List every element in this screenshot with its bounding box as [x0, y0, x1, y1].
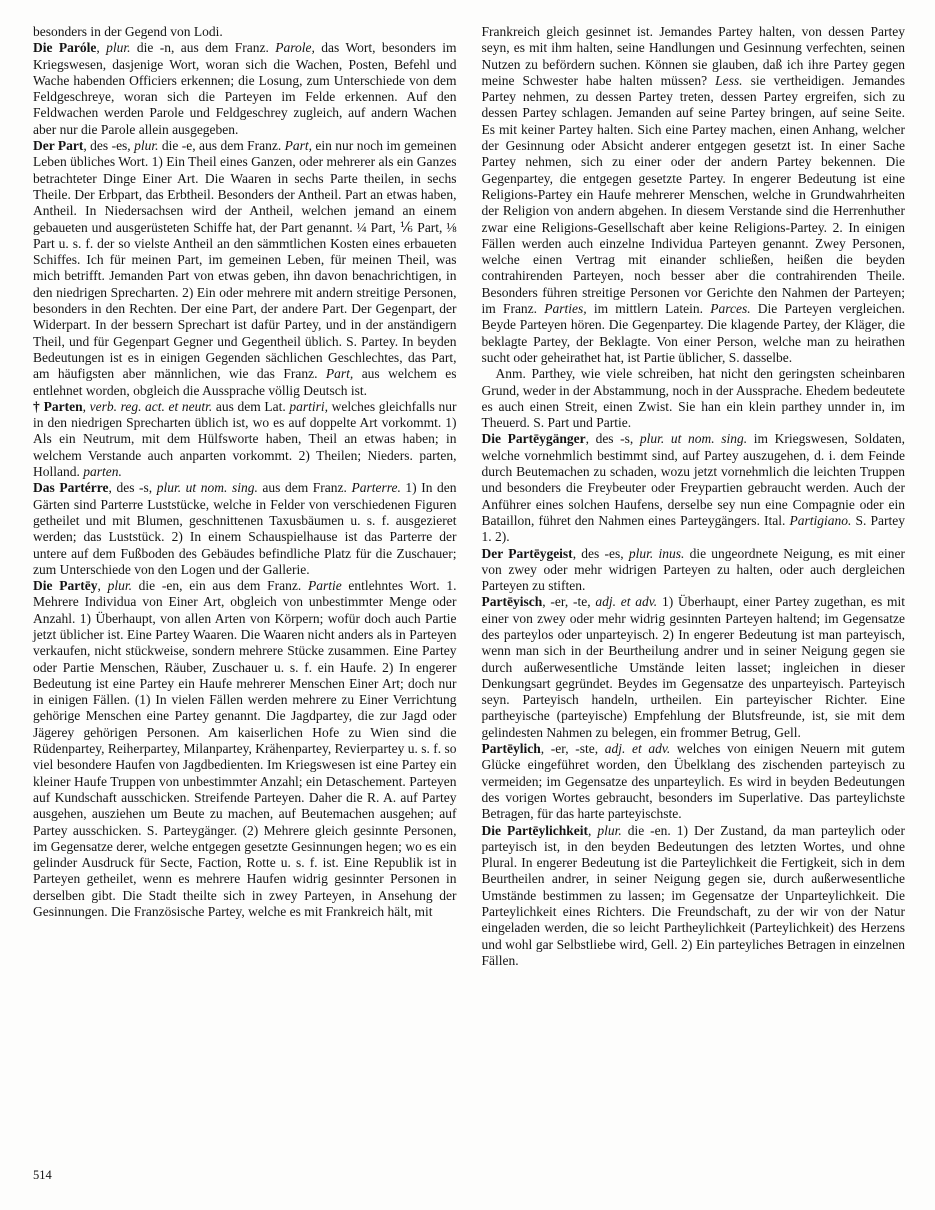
grammar-label: partiri, — [289, 398, 328, 414]
body-text: besonders in der Gegend von Lodi. — [33, 24, 223, 39]
body-text: , -er, -ste, — [540, 741, 605, 757]
body-text: die -en. 1) Der Zustand, da man parteylich oder parteyisch ist, in den beyden Bedeutungen des letzten Wortes, und ohne Plural. In engerer Bedeutung ist die Parteylichkeit die Fertigkeit, sich in dem Beurtheilen andrer, in seiner Neigung gegen sie, durch außerwesentliche Umstände bestimmen zu lassen; im Gegensatze der Unparteylichkeit. Die Parteylichkeit eines Richters. Die Freundschaft, zu der wir von der Natur eingeladen werden, die so leicht Partheylichkeit (Parteylichkeit) des Herzens und wohl gar Selbstliebe wird, Gell. 2) Ein parteyliches Betragen in einzelnen Fällen. — [481, 822, 906, 968]
body-text: , — [587, 822, 598, 838]
grammar-label: Parole, — [275, 40, 315, 56]
headword: Das Partérre — [33, 480, 109, 496]
headword: Partēyisch — [481, 594, 543, 610]
body-text: ein nur noch im gemeinen Leben übliches Wort. 1) Ein Theil eines Ganzen, oder mehrerer als ein Ganzes betrachteter Dinge Einer Art. Die Waaren in sechs Parte theilen, in sechs Theile. Der Erbpart, das Erbtheil. Besonders der Antheil. Part an etwas haben, Antheil. In Niedersachsen wird der Antheil, welchen jemand an einem gebaueten und ausgerüsteten Schiffe hat, der Part genannt. ¼ Part, ⅙ Part, ⅛ Part u. s. f. der so vielste Antheil an den sämmtlichen Kosten eines erbaueten Schiffes. Ich für meinen Part, im gemeinen Leben, für meinen Theil, was mich betrifft. Jemanden Part von etwas geben, ihn davon benachrichtigen, in den niedrigen Sprecharten. 2) Ein oder mehrere mit andern streitige Personen, besonders in den Rechten. Der eine Part, der andere Part. Der Gegenpart, der Widerpart. In der bessern Sprechart ist dafür Partey, und in der anständigern Theil, und für Gegenpart Gegner und Gegentheil üblich. S. Partey. In beyden Bedeutungen ist es in einigen Gegenden sächlichen Geschlechtes, das Part, am häufigsten aber männlichen, wie das Franz. — [33, 138, 457, 382]
entry-parteyisch — [482, 594, 906, 741]
entry-parten — [33, 399, 457, 480]
grammar-label: plur. inus. — [628, 545, 685, 561]
headword: Die Partēylichkeit — [481, 822, 588, 838]
body-text: die -en, ein aus dem Franz. — [131, 578, 308, 594]
body-text: welches gleichfalls nur in den niedrigen Sprecharten üblich ist, wo es auf doppelte Art vorkommt. 1) Als ein Neutrum, mit dem Hülfsworte haben, Theil an etwas haben; in welchem Verstande auch anparten vorkommt. 2) Theilen; Nieders. parten, Holland. — [33, 398, 457, 480]
body-text: aus dem Franz. — [257, 480, 352, 496]
grammar-label: plur. — [134, 138, 159, 154]
headword: Die Partēygänger — [481, 431, 586, 447]
entry-parteygeist — [482, 546, 906, 595]
headword: Der Part — [33, 138, 84, 154]
body-text: , — [82, 398, 90, 414]
right-column — [482, 24, 906, 969]
left-column — [33, 24, 457, 969]
continuation-top-left — [33, 24, 457, 40]
body-text: aus welchem es entlehnet worden, obgleich die Aussprache völlig Deutsch ist. — [33, 366, 457, 398]
body-text: sie vertheidigen. Jemandes Partey nehmen, zu dessen Partey treten, dessen Partey ergreifen, sich zu dessen Partey schlagen. Jemanden auf seine Partey bringen, auf seine Seite. Es mit keiner Partey halten. Sich eine Partey machen, einen Anhang, welcher der Gesinnung oder Absicht anderer entgegen gesetzt ist. In einer Sache Partey nehmen, sich zu einer oder der andern Partey bekennen. Die Gegenpartey, die entgegen gesetzte Partey. In engerer Bedeutung ist eine Religions-Partey ein Haufe mehrerer Menschen, welche in Grundwahrheiten der Religion von andern abgehen. In diesem Verstande sind die Herrenhuther zwar eine Religions-Gesellschaft aber keine Religions-Partey. 2. In einigen Fällen werden auch einzelne Individua Parteyen genannt. Zwey Personen, welche einen Vertrag mit einander schließen, heißen die beyden contrahirenden Parteyen, noch besser aber die contrahirenden Theile. Besonders führen streitige Personen vor Gerichte den Nahmen der Parteyen; im Franz. — [481, 72, 905, 317]
entry-parole — [33, 40, 457, 138]
grammar-label: plur. ut nom. sing. — [156, 480, 258, 496]
body-text: aus dem Lat. — [212, 398, 290, 414]
grammar-label: Parces. — [710, 301, 751, 317]
grammar-label: verb. reg. act. et neutr. — [89, 398, 213, 414]
body-text: die -n, aus dem Franz. — [130, 40, 276, 56]
grammar-label: plur. ut nom. sing. — [639, 431, 748, 447]
entry-parteygaenger — [482, 431, 906, 545]
body-text: , des -es, — [83, 138, 135, 154]
entry-partey — [33, 578, 457, 920]
grammar-label: Part, — [284, 138, 312, 154]
page-number: 514 — [33, 1168, 52, 1182]
grammar-label: adj. et adv. — [604, 741, 671, 757]
body-text: welches von einigen Neuern mit gutem Glücke eingeführet worden, den Übelklang des zischenden parteyisch zu vermeiden; im Gegensatze des unparteylich. Es wird in beyden Bedeutungen des vorigen Wortes gebraucht, besonders im Superlative. Das parteylichste Betragen, für das harte parteyischste. — [481, 741, 906, 822]
grammar-label: adj. et adv. — [595, 594, 658, 610]
body-text: , des -es, — [572, 545, 629, 561]
headword: Die Paróle — [33, 40, 97, 56]
entry-part — [33, 138, 457, 399]
grammar-label: plur. — [107, 578, 132, 594]
body-text: Die Parteyen vergleichen. Beyde Parteyen hören. Die Gegenpartey. Die klagende Partey, der Kläger, die beklagte Partey, der Beklagte. Von einer Person, welche man zu heirathen sucht oder geheirathet hat, ist Partie üblicher, S. dasselbe. — [481, 301, 905, 365]
body-text: S. Partey 1. 2). — [481, 512, 906, 545]
body-text: , — [97, 578, 108, 594]
grammar-label: Parties, — [544, 301, 587, 317]
body-text: 1) In den Gärten sind Parterre Luststücke, welche in Felder von verschiedenen Figuren getheilet und mit Blumen, geschnittenen Taxusbäumen u. s. f. ausgezieret werden; das Luststück. 2) In einem Schauspielhause ist das Parterre der untere auf dem Fußboden des Gebäudes befindliche Platz für die Zuschauer; zum Unterschiede von den Logen und der Gallerie. — [33, 480, 457, 577]
body-text: die -e, aus dem Franz. — [158, 138, 285, 154]
body-text: 1) Überhaupt, einer Partey zugethan, es mit einer von zwey oder mehr widrig gesinnten Parteyen haltend; im Gegensatze des parteylos oder unparteyisch. 2) In engerer Bedeutung ist man parteyisch, wenn man sich in der Beurtheilung andrer und in seiner Neigung gegen sie durch außerwesentliche Umstände leiten lasset; ingleichen in dieser Denkungsart gegründet. Beydes im Gegensatze des unparteyisch. Parteyisch seyn. Parteyisch handeln, urtheilen. Ein parteyischer Richter. Eine partheyische (parteyische) Empfehlung der Blutsfreunde, ist, sie mit dem gelindesten Nahmen zu belegen, ein frommer Betrug, Gell. — [481, 594, 906, 740]
body-text: , -er, -te, — [542, 594, 596, 610]
headword: Die Partēy — [33, 578, 98, 594]
body-text: entlehntes Wort. 1. Mehrere Individua von Einer Art, obgleich von unbestimmter Menge oder Anzahl. 1) Überhaupt, von allen Arten von Körpern; wofür doch auch Partie jetzt üblicher ist. Eine Partey Waaren. Die Waaren nicht anders als in Parteyen verkaufen, nicht stückweise, sondern mehrere Stücke zusammen. Eine Partey oder Partie Menschen, Räuber, Zuschauer u. s. f. ein Haufe. 2) In engerer Bedeutung ist eine Partey ein Haufe mehrerer Menschen Einer Art; doch nur in einigen Fällen. (1) In vielen Fällen werden mehrere zu Einer Verrichtung gehörige Menschen eine Partey genannt. Die Jagdpartey, die zur Jagd oder Jägerey gehörigen Personen. Am kaiserlichen Hofe zu Wien sind die Rüdenpartey, Reiherpartey, Milanpartey, Krähenpartey, Revierpartey u. s. f. so viel besondere Haufen von Jagdbedienten. Im Kriegswesen ist eine Partey ein kleiner Haufe Truppen von unbestimmter Anzahl; ein Detaschement. Parteyen auf Kundschaft ausschicken. Streifende Parteyen. Daher die R. A. auf Partey ausgehen, ausziehen um Beute zu machen, auf Beutemachen ausgehen; auf Partey ausschicken. S. Parteygänger. (2) Mehrere gleich gesinnte Personen, im Gegensatze derer, welche entgegen gesetzte Gesinnungen hegen; wo es ein gelinder Ausdruck für Secte, Faction, Rotte u. s. f. ist. Eine Republik ist in Parteyen getheilet, wenn es mehrere Haufen widrig gesinnter Personen in derselben gibt. Die Stadt theilte sich in zwey Parteyen, in Ansehung der Gesinnungen. Die Französische Partey, welche es mit Frankreich hält, mit — [33, 578, 457, 920]
grammar-label: Part, — [325, 366, 354, 382]
headword: † Parten — [33, 398, 83, 414]
two-column-text-block — [33, 24, 905, 969]
anm-parthey — [482, 366, 906, 431]
body-text: Anm. Parthey, wie viele schreiben, hat nicht den geringsten scheinbaren Grund, weder in der Abstammung, noch in der Aussprache. Ehedem bedeutete es auch einen Streit, einen Zwist. Sie han ein klein parthey unnder in, im Theuerd. S. Part und Partie. — [481, 366, 905, 431]
body-text: , — [96, 40, 107, 56]
grammar-label: plur. — [106, 40, 131, 56]
grammar-label: Partigiano. — [789, 512, 852, 528]
body-text: im mittlern Latein. — [586, 301, 711, 317]
headword: Der Partēygeist — [481, 545, 573, 561]
entry-partey-continuation — [482, 24, 906, 366]
body-text: die ungeordnete Neigung, es mit einer von zwey oder mehr widrigen Parteyen zu halten, oder auch dergleichen Parteyen zu stiften. — [481, 545, 905, 594]
grammar-label: Partie — [307, 578, 342, 594]
headword: Partēylich — [481, 741, 541, 757]
grammar-label: Less. — [715, 72, 743, 88]
body-text: , des -s, — [585, 431, 640, 447]
grammar-label: plur. — [597, 822, 622, 838]
body-text: im Kriegswesen, Soldaten, welche vornehmlich bestimmt sind, auf Partey auszugehen, d. i. dem Feinde durch Beutemachen zu schaden, wozu jetzt vornehmlich die leichten Truppen und besonders die Freybeuter oder Freypartien gebraucht werden. Auch der Anführer eines solchen Haufens, derselbe sey nun eine Compagnie oder ein Bataillon, führet den Nahmen eines Parteygängers. Ital. — [481, 431, 905, 528]
grammar-label: parten. — [83, 464, 122, 480]
body-text: das Wort, besonders im Kriegswesen, dasjenige Wort, woran sich die Wachen, Posten, Befehl und Wache habenden Officiers erkennen; die Losung, zum Unterschiede von dem Feldgeschreye, woran sich die Parteyen im Felde erkennen. Auf den Feldwachen werden Parole und Feldgeschrey zugleich, auf andern Wachen aber nur die Parole allein ausgegeben. — [33, 40, 457, 137]
entry-parterre — [33, 480, 457, 578]
grammar-label: Parterre. — [351, 480, 401, 496]
entry-parteylich — [482, 741, 906, 822]
entry-parteylichkeit — [482, 823, 906, 970]
body-text: Frankreich gleich gesinnet ist. Jemandes Partey halten, von dessen Partey seyn, es mit ihm halten, seine Handlungen und Gesinnung verfechten, seinen Nutzen zu befördern suchen. Können sie glauben, daß ich ihre Partey gegen meine Schwester habe halten müssen? — [481, 24, 905, 88]
body-text: , des -s, — [108, 480, 157, 496]
